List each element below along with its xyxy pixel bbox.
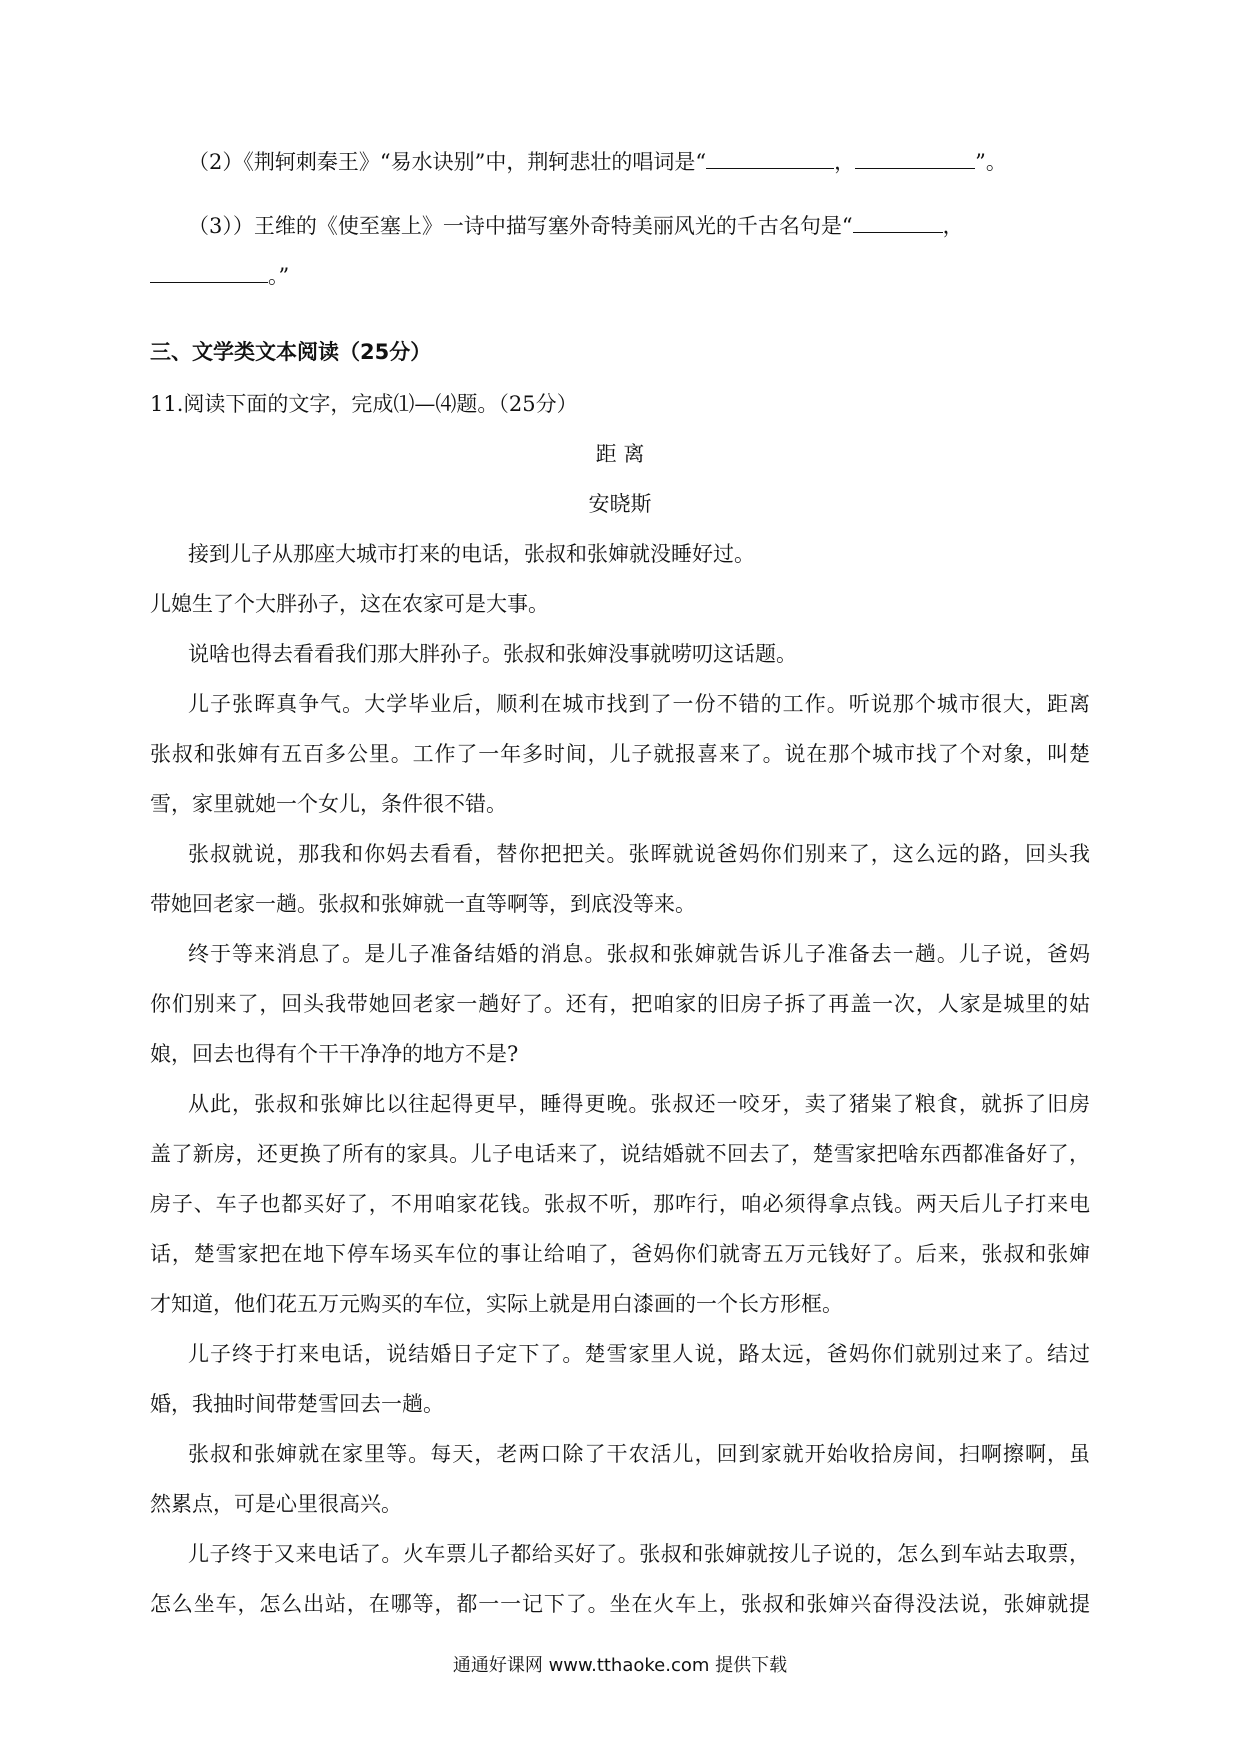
question-3-comma: ， xyxy=(942,214,964,238)
section-heading: 三、文学类文本阅读（25分） xyxy=(150,340,432,364)
story-line: 从此，张叔和张婶比以往起得更早，睡得更晚。张叔还一咬牙，卖了猪粜了粮食，就拆了旧房 xyxy=(188,1092,1090,1116)
question-2-comma: ， xyxy=(834,150,856,174)
question-2-text: （2）《荆轲刺秦王》“易水诀别”中，荆轲悲壮的唱词是“ xyxy=(188,150,707,174)
question-3-text: （3））王维的《使至塞上》一诗中描写塞外奇特美丽风光的千古名句是“ xyxy=(188,214,853,238)
story-line: 儿子终于打来电话，说结婚日子定下了。楚雪家里人说，路太远，爸妈你们就别过来了。结过 xyxy=(188,1342,1090,1366)
story-author: 安晓斯 xyxy=(588,492,652,516)
story-line: 终于等来消息了。是儿子准备结婚的消息。张叔和张婶就告诉儿子准备去一趟。儿子说，爸妈 xyxy=(188,942,1090,966)
story-line: 话，楚雪家把在地下停车场买车位的事让给咱了，爸妈你们就寄五万元钱好了。后来，张叔和张婶 xyxy=(150,1242,1090,1266)
question-3 xyxy=(188,212,964,240)
story-line: 接到儿子从那座大城市打来的电话，张叔和张婶就没睡好过。 xyxy=(188,542,755,566)
story-line: 张叔和张婶就在家里等。每天，老两口除了干农活儿，回到家就开始收拾房间，扫啊擦啊，虽 xyxy=(188,1442,1090,1466)
section-instruction: 11.阅读下面的文字，完成⑴—⑷题。（25分） xyxy=(150,392,578,416)
story-line: 张叔就说，那我和你妈去看看，替你把把关。张晖就说爸妈你们别来了，这么远的路，回头我 xyxy=(188,842,1090,866)
story-line: 儿媳生了个大胖孙子，这在农家可是大事。 xyxy=(150,592,549,616)
story-line: 然累点，可是心里很高兴。 xyxy=(150,1492,402,1516)
answer-blank xyxy=(853,212,943,233)
story-line: 张叔和张婶有五百多公里。工作了一年多时间，儿子就报喜来了。说在那个城市找了个对象，叫楚 xyxy=(150,742,1090,766)
question-2-end: ”。 xyxy=(975,150,1007,174)
story-line: 怎么坐车，怎么出站，在哪等，都一一记下了。坐在火车上，张叔和张婶兴奋得没法说，张婶就提 xyxy=(150,1592,1090,1616)
answer-blank xyxy=(855,148,975,169)
story-line: 你们别来了，回头我带她回老家一趟好了。还有，把咱家的旧房子拆了再盖一次，人家是城里的姑 xyxy=(150,992,1090,1016)
question-3-end: 。” xyxy=(268,264,290,288)
story-line: 带她回老家一趟。张叔和张婶就一直等啊等，到底没等来。 xyxy=(150,892,696,916)
page-footer: 通通好课网 www.tthaoke.com 提供下载 xyxy=(452,1655,788,1676)
answer-blank xyxy=(150,262,268,283)
story-line: 房子、车子也都买好了，不用咱家花钱。张叔不听，那咋行，咱必须得拿点钱。两天后儿子打来电 xyxy=(150,1192,1090,1216)
story-line: 儿子终于又来电话了。火车票儿子都给买好了。张叔和张婶就按儿子说的，怎么到车站去取票， xyxy=(188,1542,1090,1566)
answer-blank xyxy=(706,148,834,169)
story-line: 说啥也得去看看我们那大胖孙子。张叔和张婶没事就唠叨这话题。 xyxy=(188,642,797,666)
story-line: 儿子张晖真争气。大学毕业后，顺利在城市找到了一份不错的工作。听说那个城市很大，距离 xyxy=(188,692,1090,716)
story-line: 雪，家里就她一个女儿，条件很不错。 xyxy=(150,792,507,816)
question-3-continued xyxy=(150,262,289,290)
story-line: 才知道，他们花五万元购买的车位，实际上就是用白漆画的一个长方形框。 xyxy=(150,1292,843,1316)
question-2 xyxy=(188,148,1007,176)
story-line: 盖了新房，还更换了所有的家具。儿子电话来了，说结婚就不回去了，楚雪家把啥东西都准备好了， xyxy=(150,1142,1090,1166)
story-title: 距 离 xyxy=(595,442,645,466)
story-line: 婚，我抽时间带楚雪回去一趟。 xyxy=(150,1392,444,1416)
story-line: 娘，回去也得有个干干净净的地方不是? xyxy=(150,1042,519,1066)
